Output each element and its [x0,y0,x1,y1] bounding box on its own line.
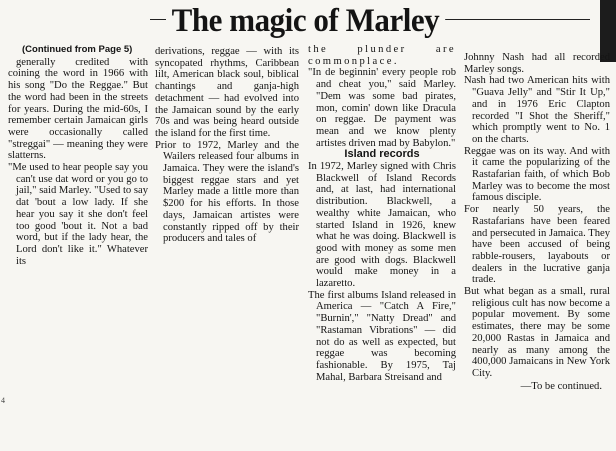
margin-mark: 4 [1,396,5,405]
article-column-2 [155,46,299,245]
paragraph: "In de beginnin' every people rob and cheat you," said Marley. "Dem was some bad pirates, mon, comin' down like Dracula on reggae. De payment was mean and we know plenty artistes driven mad by Babylon." [308,67,456,149]
section-subhead: Island records [344,148,420,161]
article-headline: The magic of Marley [166,2,445,40]
headline-banner [150,0,590,44]
article-column-1 [8,44,148,267]
to-be-continued-note: —To be continued. [520,380,602,392]
paragraph: Johnny Nash had all recorded Marley songs. [464,52,610,75]
paragraph: But what began as a small, rural religious cult has now become a popular movement. By some estimates, there may be some 20,000 Rastas in Jamaica and nearly as many among the 400,000 Jamaicans in New York City. [464,286,610,379]
paragraph: For nearly 50 years, the Rastafarians have been feared and persecuted in Jamaica. They have been accused of being rabble-rousers, layabouts or dealers in the lucrative ganja trade. [464,204,610,286]
paragraph: Reggae was on its way. And with it came the popularizing of the Rastafarian faith, of which Bob Marley was to become the most famous disciple. [464,145,610,204]
paragraph: Nash had two American hits with "Guava Jelly" and "Stir It Up," and in 1976 Eric Clapton recorded "I Shot the Sheriff," which promptly went to No. 1 on the charts. [464,75,610,145]
paragraph: generally credited with coining the word in 1966 with his song "Do the Reggae." But the word had been in the streets for years. During the mid-60s, I remember certain Jamaican girls were occasionally called "streggai" — meaning they were slatterns. [8,56,148,162]
paragraph: the plunder are commonplace. [308,44,456,67]
paragraph: The first albums Island released in America — "Catch A Fire," "Burnin'," "Natty Dread" and "Rastaman Vibrations" — did not do as well as expected, but reggae was becoming fashionable. By 1975, Taj Mahal, Barbara Streisand and [308,289,456,383]
paragraph: Prior to 1972, Marley and the Wailers released four albums in Jamaica. They were the island's biggest reggae stars and yet Marley made a little more than $200 for his efforts. In those days, Jamaican artistes were constantly ripped off by their producers and tales of [155,139,299,245]
paragraph: derivations, reggae — with its syncopated rhythms, Caribbean lilt, American black soul, biblical chantings and ganja-high detachment — had evolved into the Jamaican sound by the early 70s and was being heard outside the island for the first time. [155,46,299,139]
article-column-4 [464,52,610,392]
paragraph: "Me used to hear people say you can't use dat word or you go to jail," said Marley. "Used to say dat 'bout a low lady. If she hear you say it she don't feel too good 'bout it. Not a bad word, but if the lady hear, the Lord don't like it." Whatever its [8,162,148,267]
continued-from-note: (Continued from Page 5) [22,44,133,55]
paragraph: In 1972, Marley signed with Chris Blackwell of Island Records and, at last, had international distribution. Blackwell, a wealthy white Jamaican, who started Island in 1926, knew what he was doing. Blackwell is good with money as some men are good with dogs. Blackwell would make money in a lazaretto. [308,161,456,290]
article-column-3 [308,44,456,383]
